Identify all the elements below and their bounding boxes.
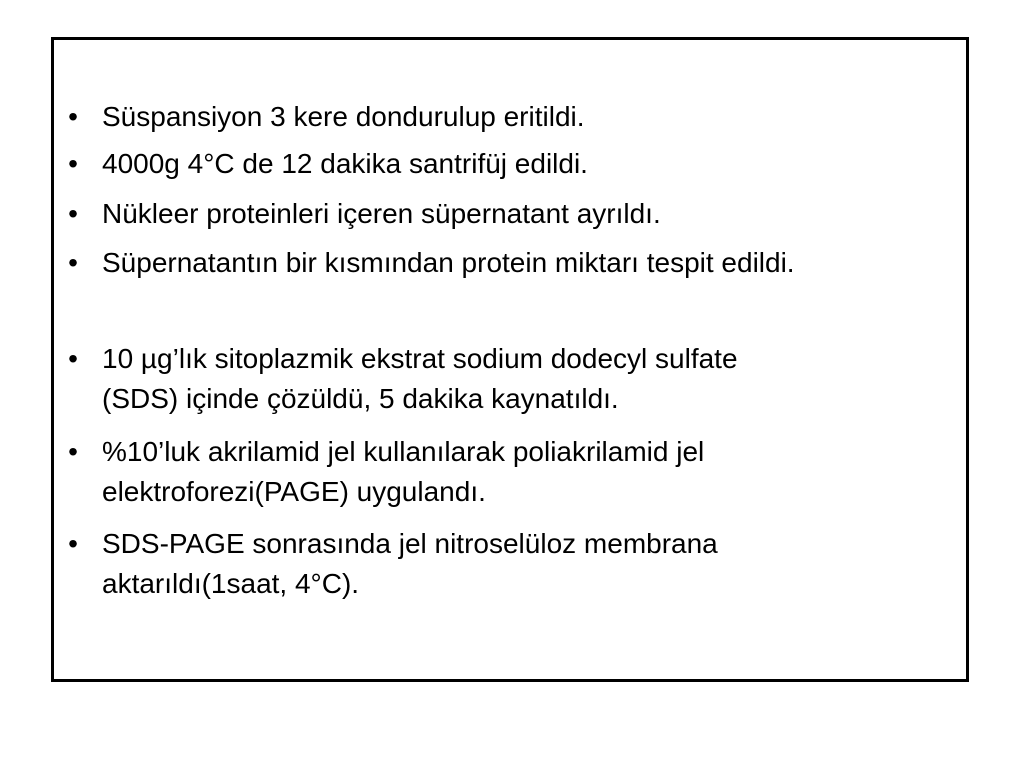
bullet-text: SDS-PAGE sonrasında jel nitroselüloz membrana xyxy=(102,528,718,559)
bullet-text-continued: elektroforezi(PAGE) uygulandı. xyxy=(102,476,486,507)
bullet-text: Nükleer proteinleri içeren süpernatant ayrıldı. xyxy=(102,198,661,229)
bullet-text: 4000g 4°C de 12 dakika santrifüj edildi. xyxy=(102,148,588,179)
bullet-icon: • xyxy=(68,528,78,559)
slide-frame xyxy=(51,37,969,682)
bullet-icon: • xyxy=(68,343,78,374)
bullet-icon: • xyxy=(68,247,78,278)
bullet-icon: • xyxy=(68,198,78,229)
bullet-icon: • xyxy=(68,101,78,132)
bullet-text: Süspansiyon 3 kere dondurulup eritildi. xyxy=(102,101,585,132)
bullet-text-continued: (SDS) içinde çözüldü, 5 dakika kaynatıldı. xyxy=(102,383,619,414)
bullet-text: %10’luk akrilamid jel kullanılarak poliakrilamid jel xyxy=(102,436,705,467)
bullet-text: 10 µg’lık sitoplazmik ekstrat sodium dodecyl sulfate xyxy=(102,343,738,374)
bullet-icon: • xyxy=(68,148,78,179)
bullet-text: Süpernatantın bir kısmından protein miktarı tespit edildi. xyxy=(102,247,795,278)
bullet-text-continued: aktarıldı(1saat, 4°C). xyxy=(102,568,360,599)
bullet-icon: • xyxy=(68,436,78,467)
